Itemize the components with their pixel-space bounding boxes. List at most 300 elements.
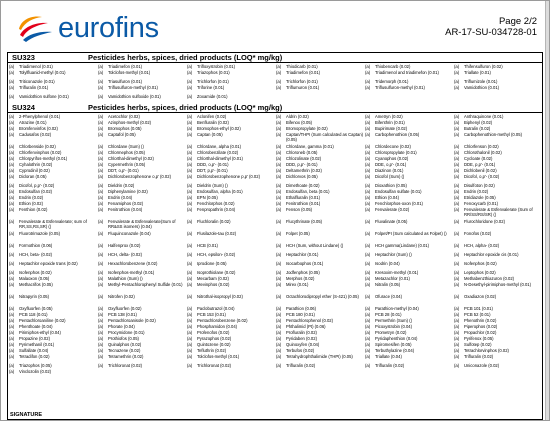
analyte-cell bbox=[453, 207, 542, 219]
accreditation-marker: (a) bbox=[454, 156, 460, 161]
analyte-name: Fluquinconazole (0.04) bbox=[108, 231, 151, 236]
analyte-name: Chlorothalonil (0.02) bbox=[464, 150, 502, 155]
accreditation-marker: (a) bbox=[276, 126, 282, 131]
analyte-name: Tetramethrin (0.02) bbox=[108, 354, 144, 359]
analyte-name: Chlorthal-dimethyl (0.02) bbox=[108, 156, 154, 161]
accreditation-marker: (a) bbox=[276, 132, 282, 137]
analyte-row bbox=[8, 243, 542, 252]
analyte-cell bbox=[97, 85, 186, 94]
analyte-name: Butralin (0.02) bbox=[464, 126, 491, 131]
analyte-name: Fluvalinate (0.05) bbox=[375, 219, 408, 224]
accreditation-marker: (a) bbox=[9, 336, 15, 341]
accreditation-marker: (a) bbox=[187, 183, 193, 188]
accreditation-marker: (a) bbox=[454, 243, 460, 248]
accreditation-marker: (a) bbox=[98, 261, 104, 266]
accreditation-marker: (a) bbox=[365, 231, 371, 236]
accreditation-marker: (a) bbox=[365, 363, 371, 368]
analyte-name: Bifenox (0.05) bbox=[286, 120, 313, 125]
analyte-name: Pentachlorophenol (0.02) bbox=[286, 318, 334, 323]
analyte-name: Folpet (0.05) bbox=[286, 231, 310, 236]
analyte-name: Octachlorodipropyl ether (S-421) (0.05) bbox=[286, 294, 359, 299]
analyte-cell bbox=[275, 94, 364, 103]
analyte-name: Tefluthrin (0.02) bbox=[197, 348, 227, 353]
analyte-name: Chlorbenside (0.02) bbox=[19, 144, 56, 149]
accreditation-marker: (a) bbox=[187, 324, 193, 329]
analyte-cell bbox=[364, 94, 453, 103]
analyte-cell bbox=[8, 132, 97, 144]
accreditation-marker: (a) bbox=[9, 276, 15, 281]
accreditation-marker: (a) bbox=[276, 306, 282, 311]
accreditation-marker: (a) bbox=[365, 219, 371, 224]
analyte-name: Biphenyl (0.02) bbox=[464, 120, 493, 125]
analyte-cell bbox=[8, 369, 97, 375]
accreditation-marker: (a) bbox=[187, 156, 193, 161]
analyte-cell bbox=[453, 70, 542, 79]
accreditation-marker: (a) bbox=[98, 120, 104, 125]
analyte-name: Permethrin (Sum) () bbox=[375, 318, 412, 323]
analyte-name: Trifluralin (0.02) bbox=[464, 354, 494, 359]
analyte-name: Quinalphos (0.02) bbox=[108, 342, 142, 347]
analyte-name: Chlozolinate (0.02) bbox=[286, 156, 322, 161]
accreditation-marker: (a) bbox=[454, 294, 460, 299]
analyte-name: Tetradifon (0.02) bbox=[19, 354, 50, 359]
brand-name: eurofins bbox=[58, 12, 159, 44]
accreditation-marker: (a) bbox=[98, 219, 104, 224]
accreditation-marker: (a) bbox=[454, 201, 460, 206]
analyte-cell bbox=[275, 369, 364, 375]
analyte-cell bbox=[186, 94, 275, 103]
accreditation-marker: (a) bbox=[454, 342, 460, 347]
analyte-name: EPN (0.05) bbox=[197, 195, 218, 200]
accreditation-marker: (a) bbox=[98, 150, 104, 155]
analyte-name: Carbophenothion (0.05) bbox=[375, 132, 420, 137]
analyte-name: Triazophos (0.01) bbox=[197, 70, 230, 75]
analyte-name: Prometryn (0.02) bbox=[375, 330, 407, 335]
analyte-name: Methyl-Pentachlorophenyl Sulfide (0.01) bbox=[108, 282, 183, 287]
accreditation-marker: (a) bbox=[98, 276, 104, 281]
accreditation-marker: (a) bbox=[454, 348, 460, 353]
accreditation-marker: (a) bbox=[187, 201, 193, 206]
analyte-cell bbox=[275, 207, 364, 219]
analyte-name: Sulfallate (0.04) bbox=[19, 348, 49, 353]
accreditation-marker: (a) bbox=[9, 150, 15, 155]
accreditation-marker: (a) bbox=[365, 342, 371, 347]
analyte-name: Fenchlorphos-oxon (0.01) bbox=[375, 201, 423, 206]
accreditation-marker: (a) bbox=[9, 156, 15, 161]
analyte-name: Flusilazole-tau (0.02) bbox=[197, 231, 237, 236]
accreditation-marker: (a) bbox=[365, 114, 371, 119]
accreditation-marker: (a) bbox=[276, 189, 282, 194]
analyte-cell bbox=[453, 174, 542, 183]
analyte-name: Dichlorvos (0.05) bbox=[286, 174, 318, 179]
analyte-name: Cycloate (0.02) bbox=[464, 156, 493, 161]
accreditation-marker: (a) bbox=[187, 312, 193, 317]
accreditation-marker: (a) bbox=[9, 94, 15, 99]
accreditation-marker: (a) bbox=[365, 354, 371, 359]
accreditation-marker: (a) bbox=[276, 183, 282, 188]
analyte-name: HCH, epsilon- (0.02) bbox=[197, 252, 236, 257]
analyte-cell bbox=[186, 282, 275, 294]
analyte-cell bbox=[97, 207, 186, 219]
analyte-cell bbox=[364, 282, 453, 294]
analyte-name: Vamidothion sulfoxide (0.01) bbox=[108, 94, 161, 99]
analyte-name: Triallate (0.04) bbox=[375, 354, 402, 359]
analyte-cell bbox=[275, 174, 364, 183]
analyte-name: DDT, p,p'- (0.01) bbox=[197, 168, 228, 173]
analyte-name: Pentachlorobenzene (0.02) bbox=[197, 318, 248, 323]
analyte-name: Disulfoton (0.02) bbox=[464, 183, 495, 188]
accreditation-marker: (a) bbox=[98, 126, 104, 131]
analyte-cell bbox=[97, 261, 186, 270]
accreditation-marker: (a) bbox=[276, 261, 282, 266]
accreditation-marker: (a) bbox=[187, 144, 193, 149]
analyte-name: Tolclofos-methyl (0.01) bbox=[108, 70, 151, 75]
analyte-cell bbox=[275, 261, 364, 270]
analyte-name: Cyanophos (0.02) bbox=[375, 156, 409, 161]
analyte-name: HCH gamma(Lindane) (0.01) bbox=[375, 243, 429, 248]
analyte-row bbox=[8, 174, 542, 183]
analyte-cell bbox=[186, 243, 275, 252]
accreditation-marker: (a) bbox=[98, 174, 104, 179]
analyte-name: Fluchloralin (0.02) bbox=[197, 219, 231, 224]
analyte-cell bbox=[275, 282, 364, 294]
analyte-name: Triticonazole (0.01) bbox=[19, 79, 55, 84]
analyte-cell bbox=[97, 174, 186, 183]
analyte-name: Flucythrinate (0.05) bbox=[286, 219, 323, 224]
analyte-row bbox=[8, 94, 542, 103]
analyte-name: DDD, p,p'- (0.01) bbox=[286, 162, 318, 167]
analyte-row bbox=[8, 132, 542, 144]
accreditation-marker: (a) bbox=[276, 312, 282, 317]
analyte-cell bbox=[275, 85, 364, 94]
accreditation-marker: (a) bbox=[98, 306, 104, 311]
accreditation-marker: (a) bbox=[276, 150, 282, 155]
accreditation-marker: (a) bbox=[365, 306, 371, 311]
analyte-name: Chlorobenzilate (0.02) bbox=[197, 150, 239, 155]
accreditation-marker: (a) bbox=[9, 363, 15, 368]
analyte-name: Heptachlor (0.01) bbox=[286, 252, 319, 257]
analyte-name: Metazachlor (0.01) bbox=[375, 276, 410, 281]
accreditation-marker: (a) bbox=[98, 85, 104, 90]
accreditation-marker: (a) bbox=[276, 354, 282, 359]
analyte-name: Quintozene (0.02) bbox=[197, 342, 231, 347]
analyte-name: Pyrifenox (0.05) bbox=[464, 336, 494, 341]
analyte-name: Oxadiazon (0.02) bbox=[464, 294, 497, 299]
accreditation-marker: (a) bbox=[9, 144, 15, 149]
analyte-name: Vamidothion (0.01) bbox=[464, 85, 500, 90]
analyte-name: Malathion (Sum) () bbox=[108, 276, 143, 281]
analyte-cell bbox=[8, 282, 97, 294]
analyte-name: Pyrimethanil (0.01) bbox=[19, 342, 55, 347]
accreditation-marker: (a) bbox=[9, 168, 15, 173]
analyte-name: Malaoxon (0.05) bbox=[19, 276, 50, 281]
analyte-name: Oxyfluorfen (0.05) bbox=[19, 306, 53, 311]
analyte-name: Azinphos-methyl (0.02) bbox=[108, 120, 152, 125]
accreditation-marker: (a) bbox=[365, 324, 371, 329]
analyte-name: Dichlorobenzophenone p,p' (0.02) bbox=[197, 174, 260, 179]
accreditation-marker: (a) bbox=[276, 342, 282, 347]
accreditation-marker: (a) bbox=[187, 64, 193, 69]
accreditation-marker: (a) bbox=[9, 219, 15, 224]
analyte-row bbox=[8, 207, 542, 219]
accreditation-marker: (a) bbox=[187, 252, 193, 257]
accreditation-marker: (a) bbox=[9, 318, 15, 323]
analyte-name: Fenitrothion (0.04) bbox=[108, 207, 143, 212]
accreditation-marker: (a) bbox=[98, 183, 104, 188]
accreditation-marker: (a) bbox=[187, 126, 193, 131]
analyte-name: Captafol (0.05) bbox=[108, 132, 136, 137]
accreditation-marker: (a) bbox=[187, 189, 193, 194]
analyte-name: Pyrazophos (0.02) bbox=[197, 336, 232, 341]
accreditation-marker: (a) bbox=[187, 168, 193, 173]
analyte-name: Ofurace (0.04) bbox=[375, 294, 402, 299]
analyte-name: Trifluralin (0.02) bbox=[375, 363, 405, 368]
analyte-name: Dichlobenil (0.02) bbox=[464, 168, 497, 173]
accreditation-marker: (a) bbox=[98, 114, 104, 119]
accreditation-marker: (a) bbox=[98, 324, 104, 329]
accreditation-marker: (a) bbox=[9, 330, 15, 335]
accreditation-marker: (a) bbox=[9, 312, 15, 317]
accreditation-marker: (a) bbox=[276, 64, 282, 69]
analyte-name: Procymidone (0.01) bbox=[108, 330, 145, 335]
accreditation-marker: (a) bbox=[454, 363, 460, 368]
accreditation-marker: (a) bbox=[187, 363, 193, 368]
accreditation-marker: (a) bbox=[454, 312, 460, 317]
analyte-cell bbox=[97, 132, 186, 144]
accreditation-marker: (a) bbox=[98, 312, 104, 317]
accreditation-marker: (a) bbox=[9, 85, 15, 90]
analyte-name: Tecnazene (0.02) bbox=[108, 348, 141, 353]
analyte-name: Fluorotrimazole (0.05) bbox=[19, 231, 60, 236]
accreditation-marker: (a) bbox=[365, 120, 371, 125]
accreditation-marker: (a) bbox=[187, 294, 193, 299]
accreditation-marker: (a) bbox=[365, 312, 371, 317]
accreditation-marker: (a) bbox=[454, 114, 460, 119]
analyte-name: Phorate (0.04) bbox=[108, 324, 135, 329]
analyte-name: Hexachlorobenzene (0.02) bbox=[108, 261, 158, 266]
analyte-name: Triflusulfuron-methyl (0.01) bbox=[108, 85, 158, 90]
accreditation-marker: (a) bbox=[276, 201, 282, 206]
accreditation-marker: (a) bbox=[454, 261, 460, 266]
analyte-cell bbox=[364, 231, 453, 243]
accreditation-marker: (a) bbox=[98, 64, 104, 69]
analyte-cell bbox=[97, 94, 186, 103]
accreditation-marker: (a) bbox=[187, 195, 193, 200]
accreditation-marker: (a) bbox=[454, 318, 460, 323]
analyte-name: Terbuthylazine (0.04) bbox=[375, 348, 415, 353]
analyte-name: Isofenphos-methyl (0.01) bbox=[108, 270, 155, 275]
report-id: AR-17-SU-034728-01 bbox=[445, 27, 537, 38]
accreditation-marker: (a) bbox=[276, 79, 282, 84]
analyte-name: Mevinphos (0.02) bbox=[197, 282, 230, 287]
accreditation-marker: (a) bbox=[98, 195, 104, 200]
analyte-name: Triadimenol and triadimefon (0.01) bbox=[375, 70, 439, 75]
analyte-name: Ametryn (0.02) bbox=[375, 114, 403, 119]
analyte-cell bbox=[97, 354, 186, 363]
accreditation-marker: (a) bbox=[9, 183, 15, 188]
accreditation-marker: (a) bbox=[9, 231, 15, 236]
accreditation-marker: (a) bbox=[187, 318, 193, 323]
accreditation-marker: (a) bbox=[365, 174, 371, 179]
analyte-name: Mecarbam (0.02) bbox=[197, 276, 229, 281]
accreditation-marker: (a) bbox=[9, 195, 15, 200]
analyte-name: Chlordane, gamma (0.01) bbox=[286, 144, 334, 149]
accreditation-marker: (a) bbox=[98, 342, 104, 347]
analyte-cell bbox=[97, 294, 186, 306]
analyte-cell bbox=[364, 294, 453, 306]
accreditation-marker: (a) bbox=[9, 189, 15, 194]
analyte-cell bbox=[97, 70, 186, 79]
accreditation-marker: (a) bbox=[365, 330, 371, 335]
analyte-name: Merphos (0.02) bbox=[286, 276, 315, 281]
accreditation-marker: (a) bbox=[187, 336, 193, 341]
analyte-row bbox=[8, 261, 542, 270]
accreditation-marker: (a) bbox=[9, 120, 15, 125]
accreditation-marker: (a) bbox=[365, 144, 371, 149]
accreditation-marker: (a) bbox=[187, 174, 193, 179]
accreditation-marker: (a) bbox=[276, 294, 282, 299]
analyte-name: Trichloronat (0.02) bbox=[108, 363, 143, 368]
analyte-name: Quinoxyfen (0.04) bbox=[286, 342, 320, 347]
accreditation-marker: (a) bbox=[98, 294, 104, 299]
analyte-name: Halfenprox (0.02) bbox=[108, 243, 141, 248]
analyte-name: Captan/THPI (Sum calculated as Captan) (0.05) bbox=[286, 132, 364, 142]
analyte-name: Tetrachlorvinphos (0.02) bbox=[464, 348, 509, 353]
analyte-name: Heptachlor epoxide cis (0.01) bbox=[464, 252, 519, 257]
analyte-name: Endosulfan sulfate (0.01) bbox=[375, 189, 422, 194]
analyte-cell bbox=[8, 174, 97, 183]
analyte-cell bbox=[275, 243, 364, 252]
section-rows bbox=[8, 113, 542, 375]
analyte-name: Sulfotep (0.02) bbox=[464, 342, 492, 347]
accreditation-marker: (a) bbox=[187, 282, 193, 287]
analyte-name: Chlormephos (0.05) bbox=[108, 150, 146, 155]
analyte-cell bbox=[275, 231, 364, 243]
analyte-cell bbox=[453, 132, 542, 144]
accreditation-marker: (a) bbox=[454, 207, 460, 212]
analyte-cell bbox=[8, 94, 97, 103]
analyte-name: Pyridaben (0.02) bbox=[286, 336, 317, 341]
analyte-cell bbox=[453, 243, 542, 252]
analyte-name: Chloropropylate (0.01) bbox=[375, 150, 417, 155]
analyte-name: Trichlorfon (0.01) bbox=[197, 79, 229, 84]
accreditation-marker: (a) bbox=[9, 324, 15, 329]
section-rows bbox=[8, 63, 542, 103]
accreditation-marker: (a) bbox=[98, 94, 104, 99]
analyte-name: HCH, delta- (0.02) bbox=[108, 252, 142, 257]
accreditation-marker: (a) bbox=[98, 270, 104, 275]
analyte-row bbox=[8, 354, 542, 363]
analyte-name: Triforine (0.01) bbox=[197, 85, 225, 90]
analyte-name: Phenthoate (0.04) bbox=[19, 324, 53, 329]
accreditation-marker: (a) bbox=[454, 330, 460, 335]
accreditation-marker: (a) bbox=[365, 64, 371, 69]
analyte-name: Endrin (0.02) bbox=[19, 195, 44, 200]
accreditation-marker: (a) bbox=[9, 270, 15, 275]
analyte-name: Atrazine (0.01) bbox=[19, 120, 47, 125]
accreditation-marker: (a) bbox=[187, 85, 193, 90]
accreditation-marker: (a) bbox=[9, 70, 15, 75]
accreditation-marker: (a) bbox=[454, 64, 460, 69]
analyte-cell bbox=[8, 70, 97, 79]
accreditation-marker: (a) bbox=[98, 144, 104, 149]
analyte-name: Phosphamidon (0.04) bbox=[197, 324, 238, 329]
accreditation-marker: (a) bbox=[454, 120, 460, 125]
analyte-cell bbox=[364, 369, 453, 375]
analyte-name: Ethion (0.02) bbox=[19, 201, 43, 206]
accreditation-marker: (a) bbox=[187, 342, 193, 347]
accreditation-marker: (a) bbox=[365, 70, 371, 75]
analyte-name: Endrin (0.04) bbox=[108, 195, 133, 200]
accreditation-marker: (a) bbox=[9, 243, 15, 248]
analyte-name: Cadusafos (0.02) bbox=[19, 132, 52, 137]
accreditation-marker: (a) bbox=[187, 94, 193, 99]
analyte-cell bbox=[453, 231, 542, 243]
analyte-name: Endrin (0.02) bbox=[464, 189, 489, 194]
analyte-name: Thiobencarb (0.02) bbox=[375, 64, 411, 69]
analyte-cell bbox=[364, 354, 453, 363]
accreditation-marker: (a) bbox=[276, 114, 282, 119]
analyte-name: Dicofol, o,p'- (0.02) bbox=[464, 174, 500, 179]
accreditation-marker: (a) bbox=[276, 231, 282, 236]
analyte-name: Pirimiphos-ethyl (0.04) bbox=[19, 330, 61, 335]
vertical-scrollbar[interactable] bbox=[545, 1, 549, 420]
accreditation-marker: (a) bbox=[454, 306, 460, 311]
accreditation-marker: (a) bbox=[454, 70, 460, 75]
accreditation-marker: (a) bbox=[365, 156, 371, 161]
analyte-cell bbox=[186, 252, 275, 261]
analyte-name: Triflumizole (0.01) bbox=[464, 79, 498, 84]
accreditation-marker: (a) bbox=[187, 330, 193, 335]
accreditation-marker: (a) bbox=[454, 162, 460, 167]
analyte-name: PCB 52 (0.01) bbox=[464, 312, 491, 317]
analyte-name: Dichlorobenzophenone o,p' (0.02) bbox=[108, 174, 171, 179]
analyte-row bbox=[8, 70, 542, 79]
accreditation-marker: (a) bbox=[454, 85, 460, 90]
analyte-name: Trichlorfon (0.01) bbox=[286, 79, 318, 84]
accreditation-marker: (a) bbox=[98, 252, 104, 257]
analyte-cell bbox=[97, 282, 186, 294]
analyte-name: Trifluralin (0.02) bbox=[286, 363, 316, 368]
analyte-name: Picoxystrobin (0.04) bbox=[375, 324, 413, 329]
analyte-name: Leptophos (0.02) bbox=[464, 270, 496, 275]
accreditation-marker: (a) bbox=[454, 270, 460, 275]
accreditation-marker: (a) bbox=[9, 126, 15, 131]
analyte-name: Endosulfan, beta (0.01) bbox=[286, 189, 330, 194]
accreditation-marker: (a) bbox=[9, 369, 15, 374]
accreditation-marker: (a) bbox=[454, 168, 460, 173]
analyte-cell bbox=[186, 219, 275, 231]
analyte-name: DDD, o,p'- (0.01) bbox=[197, 162, 229, 167]
accreditation-marker: (a) bbox=[454, 282, 460, 287]
accreditation-marker: (a) bbox=[365, 270, 371, 275]
analyte-name: Chlorpyrifos-methyl (0.01) bbox=[19, 156, 68, 161]
analyte-cell bbox=[275, 219, 364, 231]
analyte-name: Iprodione (0.05) bbox=[197, 261, 227, 266]
accreditation-marker: (a) bbox=[98, 243, 104, 248]
sections-container bbox=[8, 53, 542, 375]
accreditation-marker: (a) bbox=[454, 195, 460, 200]
analyte-name: Diazinon (0.01) bbox=[375, 168, 404, 173]
analyte-name: Tolylfluanid-methyl (0.01) bbox=[19, 70, 66, 75]
analyte-name: Fonofos (0.02) bbox=[464, 231, 492, 236]
accreditation-marker: (a) bbox=[365, 207, 371, 212]
analyte-cell bbox=[364, 207, 453, 219]
section-title: Pesticides herbs, spices, dried products (LOQ* mg/kg) bbox=[88, 53, 283, 62]
analyte-cell bbox=[275, 70, 364, 79]
analyte-cell bbox=[186, 207, 275, 219]
analyte-name: Thifensulfuron (0.02) bbox=[464, 64, 503, 69]
